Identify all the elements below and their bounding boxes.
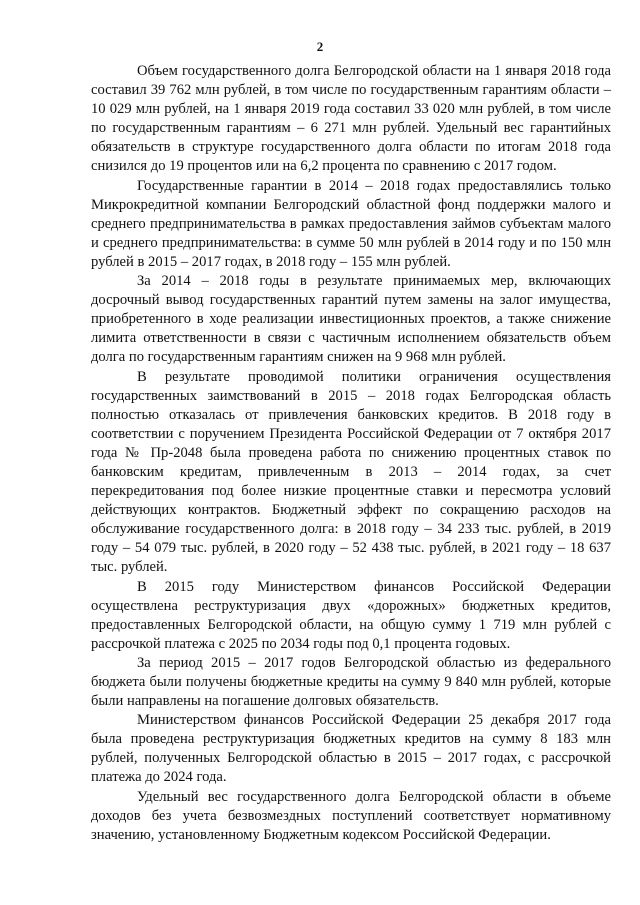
paragraph-debt-share: Удельный вес государственного долга Белгородской области в объеме доходов без учета безвозмездных поступлений соответствует нормативному значению, установленному Бюджетным кодексом Российской Федерации. bbox=[91, 788, 611, 843]
paragraph-borrowing-policy: В результате проводимой политики ограничения осуществления государственных заимствований в 2015 – 2018 годах Белгородская область полностью отказалась от привлечения банковских кредитов. В 2018 году в соответствии с поручением Президента Российской Федерации от 7 октября 2017 года № Пр-2048 была проведена работа по снижению процентных ставок по банковским кредитам, привлеченным в 2013 – 2014 годах, за счет перекредитования под более низкие процентные ставки и пересмотра условий действующих контрактов. Бюджетный эффект по сокращению расходов на обслуживание государственного долга: в 2018 году – 34 233 тыс. рублей, в 2019 году – 54 079 тыс. рублей, в 2020 году – 52 438 тыс. рублей, в 2021 году – 18 637 тыс. рублей. bbox=[91, 368, 611, 576]
paragraph-restructuring-2017: Министерством финансов Российской Федерации 25 декабря 2017 года была проведена реструктуризация бюджетных кредитов на сумму 8 183 млн рублей, полученных Белгородской областью в 2015 – 2017 годах, с рассрочкой платежа до 2024 года. bbox=[91, 712, 611, 786]
paragraph-guarantee-reduction: За 2014 – 2018 годы в результате принимаемых мер, включающих досрочный вывод государственных гарантий путем замены на залог имущества, приобретенного в ходе реализации инвестиционных проектов, а также снижение лимита ответственности в связи с частичным исполнением обязательств объем долга по государственным гарантиям снижен на 9 968 млн рублей. bbox=[91, 273, 611, 366]
paragraph-federal-loans: За период 2015 – 2017 годов Белгородской областью из федерального бюджета были получены бюджетные кредиты на сумму 9 840 млн рублей, которые были направлены на погашение долговых обязательств. bbox=[91, 654, 611, 710]
paragraph-restructuring-2015: В 2015 году Министерством финансов Российской Федерации осуществлена реструктуризация двух «дорожных» бюджетных кредитов, предоставленных Белгородской области, на общую сумму 1 719 млн рублей с рассрочкой платежа с 2025 по 2034 годы под 0,1 процента годовых. bbox=[91, 578, 611, 652]
document-body bbox=[91, 62, 611, 845]
paragraph-debt-volume: Объем государственного долга Белгородской области на 1 января 2018 года составил 39 762 млн рублей, в том числе по государственным гарантиям области – 10 029 млн рублей, на 1 января 2019 года составил 33 020 млн рублей, в том числе по государственным гарантиям – 6 271 млн рублей. Удельный вес гарантийных обязательств в структуре государственного долга области по итогам 2018 года снизился до 19 процентов или на 6,2 процента по сравнению с 2017 годом. bbox=[91, 63, 611, 175]
page-number: 2 bbox=[316, 39, 324, 54]
paragraph-state-guarantees: Государственные гарантии в 2014 – 2018 годах предоставлялись только Микрокредитной компании Белгородский областной фонд поддержки малого и среднего предпринимательства в рамках предоставления займов субъектам малого и среднего предпринимательства: в сумме 50 млн рублей в 2014 году и по 150 млн рублей в 2015 – 2017 годах, в 2018 году – 155 млн рублей. bbox=[91, 177, 611, 270]
